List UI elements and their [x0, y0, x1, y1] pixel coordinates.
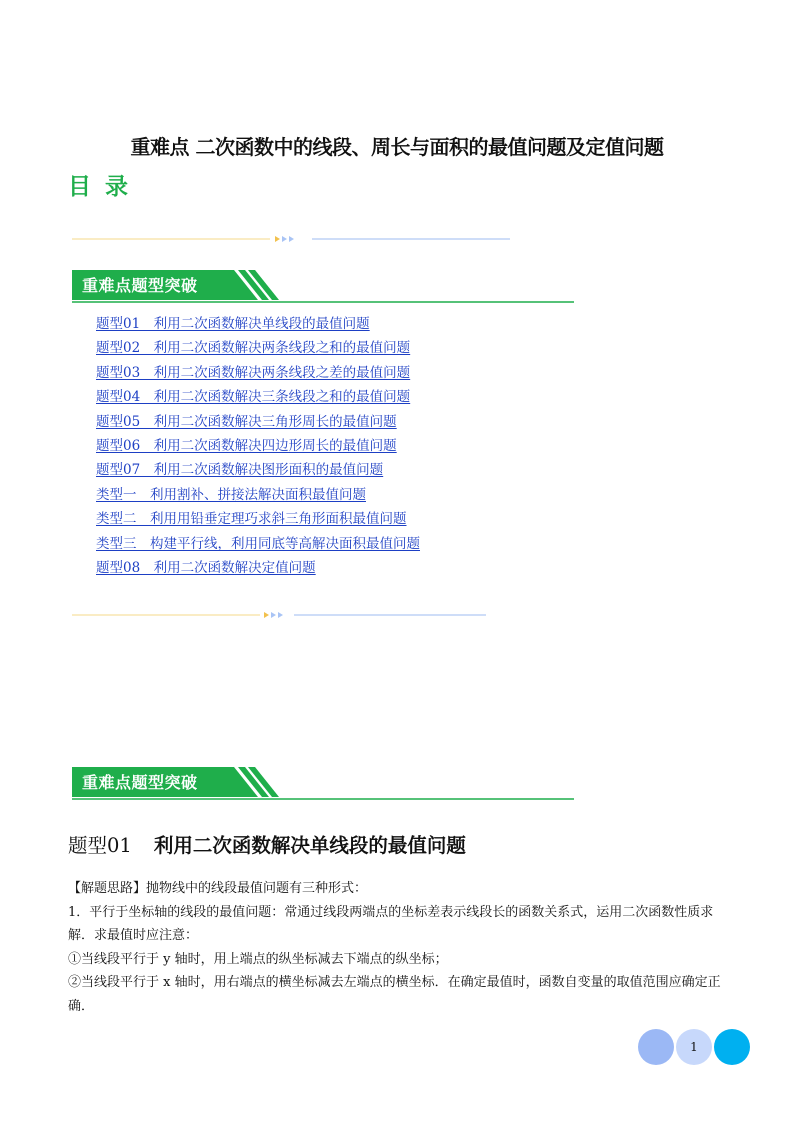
toc-item[interactable]	[96, 363, 420, 387]
section-banner-label: 重难点题型突破	[82, 276, 198, 295]
toc-link[interactable]: 题型05 利用二次函数解决三角形周长的最值问题	[96, 413, 397, 430]
toc-link[interactable]: 类型一 利用割补、拼接法解决面积最值问题	[96, 486, 366, 503]
toc-link[interactable]: 题型03 利用二次函数解决两条线段之差的最值问题	[96, 364, 411, 381]
toc-item[interactable]	[96, 460, 420, 484]
toc-link[interactable]: 题型06 利用二次函数解决四边形周长的最值问题	[96, 437, 397, 454]
toc-item[interactable]	[96, 314, 420, 338]
section-title: 利用二次函数解决单线段的最值问题	[153, 834, 466, 857]
section-heading	[68, 830, 466, 858]
page-badge-right	[714, 1029, 750, 1065]
section-body	[68, 877, 733, 1018]
toc-item[interactable]	[96, 534, 420, 558]
toc-link[interactable]: 题型07 利用二次函数解决图形面积的最值问题	[96, 462, 384, 479]
toc-divider-top	[72, 230, 512, 242]
toc-item[interactable]	[96, 558, 420, 582]
toc-link[interactable]: 类型二 利用用铅垂定理巧求斜三角形面积最值问题	[96, 511, 407, 528]
section-banner-label: 重难点题型突破	[82, 773, 198, 792]
toc-heading: 目 录	[68, 174, 132, 200]
paragraph: 【解题思路】抛物线中的线段最值问题有三种形式：	[68, 881, 368, 896]
document-title: 重难点 二次函数中的线段、周长与面积的最值问题及定值问题	[130, 135, 664, 159]
paragraph: 1．平行于坐标轴的线段的最值问题：常通过线段两端点的坐标差表示线段长的函数关系式，运用二次函数性质求解．求最值时应注意：	[68, 904, 714, 943]
page-badge-left	[638, 1029, 674, 1065]
paragraph: ②当线段平行于 x 轴时，用右端点的横坐标减去左端点的横坐标．在确定最值时，函数自变量的取值范围应确定正确．	[68, 975, 721, 1014]
toc-item[interactable]	[96, 436, 420, 460]
toc-item[interactable]	[96, 387, 420, 411]
page-number: 1	[676, 1029, 712, 1065]
paragraph: ①当线段平行于 y 轴时，用上端点的纵坐标减去下端点的纵坐标；	[68, 951, 448, 967]
section-banner-bottom	[68, 763, 578, 803]
section-number: 题型01	[68, 834, 132, 857]
toc-divider-bottom	[72, 606, 488, 618]
toc-link[interactable]: 题型02 利用二次函数解决两条线段之和的最值问题	[96, 340, 411, 357]
toc-link[interactable]: 题型04 利用二次函数解决三条线段之和的最值问题	[96, 389, 411, 406]
table-of-contents	[96, 314, 420, 582]
toc-link[interactable]: 题型08 利用二次函数解决定值问题	[96, 559, 316, 576]
toc-item[interactable]	[96, 412, 420, 436]
toc-link[interactable]: 题型01 利用二次函数解决单线段的最值问题	[96, 316, 370, 332]
toc-item[interactable]	[96, 485, 420, 509]
toc-item[interactable]	[96, 338, 420, 362]
toc-link[interactable]: 类型三 构建平行线，利用同底等高解决面积最值问题	[96, 535, 420, 552]
toc-item[interactable]	[96, 509, 420, 533]
section-banner-top	[68, 266, 578, 306]
